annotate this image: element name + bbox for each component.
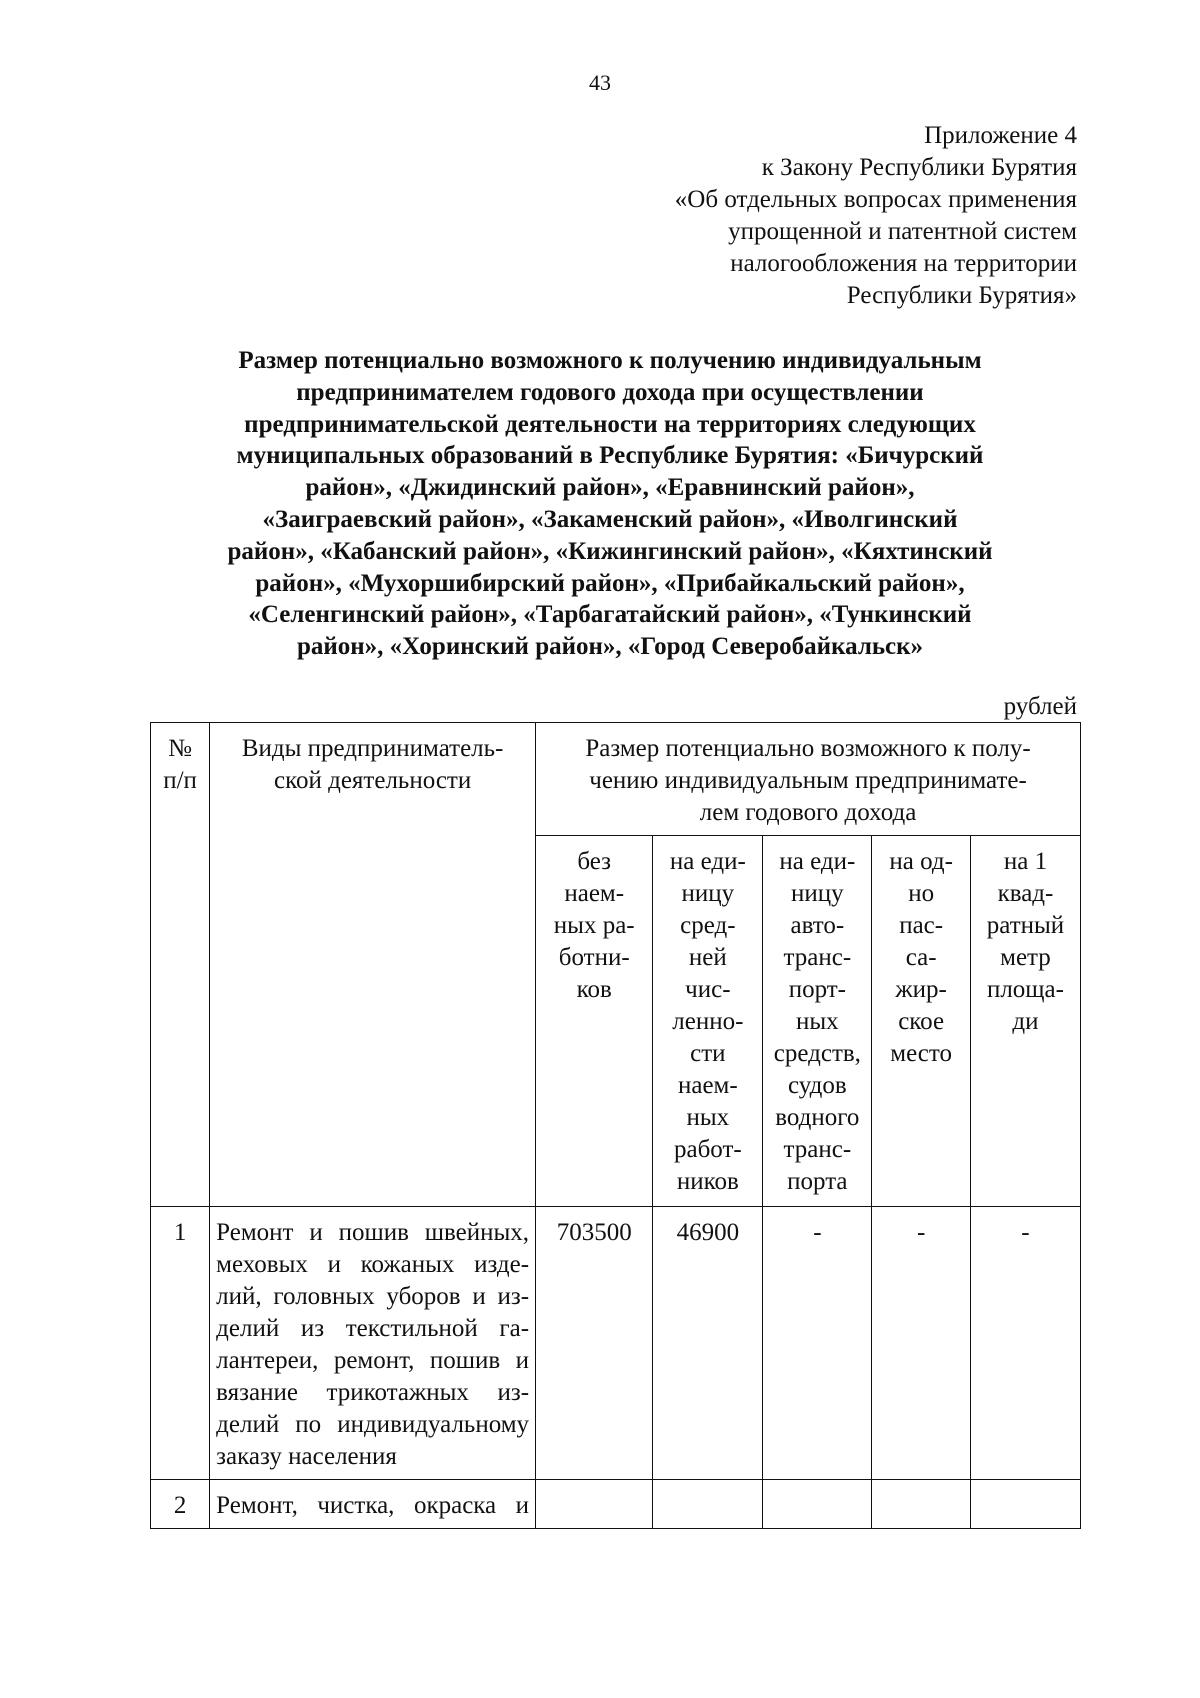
header-activity-cell bbox=[210, 723, 536, 1207]
row-value-cell bbox=[763, 1480, 872, 1529]
subheader-per-seat bbox=[872, 836, 971, 1207]
subheader-per-employee bbox=[653, 836, 763, 1207]
row-value-cell: - bbox=[872, 1207, 971, 1480]
table-header-row bbox=[151, 723, 1081, 836]
header-text: порта bbox=[787, 1168, 848, 1195]
header-text: на еди- bbox=[779, 848, 856, 875]
row-value-cell bbox=[536, 1480, 653, 1529]
header-text: авто- bbox=[790, 912, 845, 939]
header-text: наем- bbox=[677, 1072, 738, 1099]
subheader-no-employees bbox=[536, 836, 653, 1207]
header-text: на од- bbox=[889, 848, 953, 875]
header-text: ницу bbox=[681, 880, 735, 907]
header-text: средств, bbox=[773, 1040, 861, 1067]
header-text: ницу bbox=[791, 880, 844, 907]
title-line: «Селенгинский район», «Тарбагатайский район», «Тункинский bbox=[248, 601, 972, 629]
header-text: порт- bbox=[788, 976, 846, 1003]
row-activity-cell bbox=[210, 1480, 536, 1529]
header-text: Виды предприниматель- bbox=[241, 735, 504, 762]
header-text: ней bbox=[688, 944, 727, 971]
activity-text: вязание трикотажных из- bbox=[216, 1379, 530, 1406]
row-activity-cell bbox=[210, 1207, 536, 1480]
row-num-cell: 1 bbox=[151, 1207, 210, 1480]
header-text: работ- bbox=[673, 1136, 742, 1163]
header-text: ников bbox=[676, 1168, 739, 1195]
appendix-line: упрощенной и патентной систем bbox=[728, 218, 1077, 245]
header-text: транс- bbox=[783, 1136, 852, 1163]
header-text: № bbox=[168, 735, 192, 762]
header-text: ков bbox=[576, 976, 612, 1003]
appendix-line: налогообложения на территории bbox=[730, 250, 1077, 277]
header-text: сти bbox=[690, 1040, 726, 1067]
activity-text: делий из текстильной га- bbox=[216, 1315, 530, 1342]
header-text: ской деятельности bbox=[274, 767, 472, 794]
header-text: ных ра- bbox=[553, 912, 635, 939]
subheader-per-square-meter bbox=[970, 836, 1080, 1207]
title-line: предпринимательской деятельности на территориях следующих bbox=[244, 410, 976, 438]
activity-text: Ремонт, чистка, окраска и bbox=[216, 1492, 530, 1519]
header-text: лем годового дохода bbox=[699, 799, 917, 826]
row-value-cell bbox=[872, 1480, 971, 1529]
activity-text: заказу населения bbox=[216, 1443, 397, 1470]
header-text: место bbox=[890, 1040, 952, 1067]
appendix-line: «Об отдельных вопросах применения bbox=[674, 186, 1077, 213]
header-text: наем- bbox=[564, 880, 625, 907]
header-text: жир- bbox=[895, 976, 947, 1003]
units-label: рублей bbox=[1003, 693, 1077, 720]
header-text: пас- bbox=[899, 912, 944, 939]
row-num-cell: 2 bbox=[151, 1480, 210, 1529]
header-num-cell bbox=[151, 723, 210, 1207]
header-text: ленно- bbox=[672, 1008, 744, 1035]
title-line: «Заиграевский район», «Закаменский район», «Иволгинский bbox=[262, 505, 958, 533]
table-row bbox=[151, 1207, 1081, 1480]
header-text: но bbox=[908, 880, 935, 907]
header-text: квад- bbox=[997, 880, 1054, 907]
activity-text: меховых и кожаных изде- bbox=[216, 1251, 530, 1278]
header-text: ботни- bbox=[558, 944, 630, 971]
header-text: водного bbox=[775, 1104, 860, 1131]
table-row bbox=[151, 1480, 1081, 1529]
activity-text: делий по индивидуальному bbox=[216, 1411, 530, 1438]
row-value-cell: - bbox=[970, 1207, 1080, 1480]
header-text: ратный bbox=[986, 912, 1065, 939]
row-value-cell: - bbox=[763, 1207, 872, 1480]
income-table bbox=[150, 722, 1081, 1529]
appendix-header bbox=[675, 120, 1077, 312]
header-text: ных bbox=[686, 1104, 730, 1131]
title-line: Размер потенциально возможного к получению индивидуальным bbox=[238, 347, 982, 374]
header-text: метр bbox=[1000, 944, 1051, 971]
header-text: сред- bbox=[680, 912, 736, 939]
title-line: район», «Кабанский район», «Кижингинский район», «Кяхтинский bbox=[227, 537, 993, 565]
header-text: са- bbox=[905, 944, 937, 971]
header-text: ди bbox=[1012, 1008, 1039, 1035]
appendix-line: Приложение 4 bbox=[924, 122, 1077, 149]
row-value-cell bbox=[970, 1480, 1080, 1529]
title-line: предпринимателем годового дохода при осуществлении bbox=[296, 378, 924, 406]
header-text: ных bbox=[796, 1008, 839, 1035]
header-income-cell bbox=[536, 723, 1081, 836]
header-text: площа- bbox=[986, 976, 1064, 1003]
header-text: транс- bbox=[783, 944, 852, 971]
header-text: п/п bbox=[163, 767, 197, 794]
header-text: судов bbox=[787, 1072, 847, 1099]
row-value-cell: 703500 bbox=[536, 1207, 653, 1480]
title-line: район», «Хоринский район», «Город Северобайкальск» bbox=[296, 633, 924, 661]
appendix-line: к Закону Республики Бурятия bbox=[761, 154, 1077, 181]
title-line: район», «Мухоршибирский район», «Прибайкальский район», bbox=[255, 569, 965, 597]
activity-text: Ремонт и пошив швейных, bbox=[216, 1219, 530, 1246]
header-text: ское bbox=[898, 1008, 945, 1035]
header-text: на 1 bbox=[1003, 848, 1048, 875]
header-text: Размер потенциально возможного к полу- bbox=[585, 735, 1031, 762]
page-number: 43 bbox=[589, 70, 611, 95]
row-value-cell: 46900 bbox=[653, 1207, 763, 1480]
activity-text: лий, головных уборов и из- bbox=[216, 1283, 530, 1310]
header-text: чению индивидуальным предпринимате- bbox=[589, 767, 1027, 794]
title-line: район», «Джидинский район», «Еравнинский район», bbox=[305, 474, 915, 502]
title-line: муниципальных образований в Республике Бурятия: «Бичурский bbox=[236, 442, 984, 470]
subheader-per-vehicle bbox=[763, 836, 872, 1207]
header-text: чис- bbox=[685, 976, 731, 1003]
appendix-line: Республики Бурятия» bbox=[846, 282, 1077, 309]
header-text: без bbox=[577, 848, 612, 875]
document-title bbox=[150, 345, 1070, 663]
header-text: на еди- bbox=[669, 848, 746, 875]
activity-text: лантереи, ремонт, пошив и bbox=[216, 1347, 530, 1374]
row-value-cell bbox=[653, 1480, 763, 1529]
